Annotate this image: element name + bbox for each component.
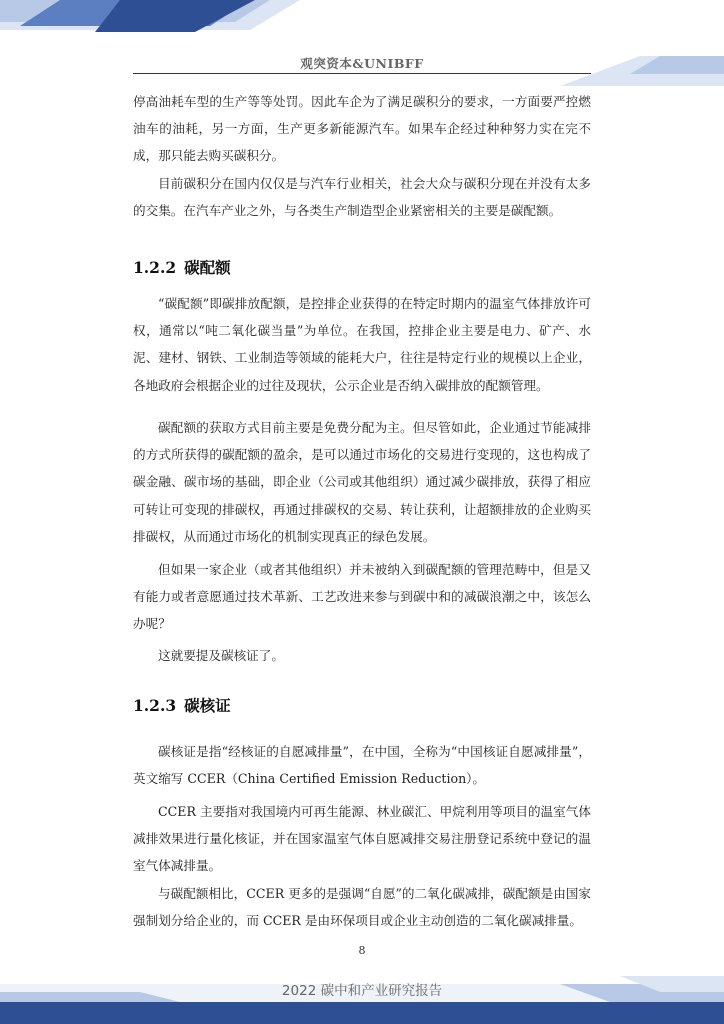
paragraph-quota-question: 但如果一家企业（或者其他组织）并未被纳入到碳配额的管理范畴中，但是又有能力或者意愿通过技术革新、工艺改进来参与到碳中和的减碳浪潮之中，该怎么办呢？	[133, 562, 591, 632]
paragraph-ccer-definition: 碳核证是指“经核证的自愿减排量”，在中国，全称为“中国核证自愿减排量”，英文缩写 CCER（China Certified Emission Reduction）。	[133, 744, 591, 787]
page-number: 8	[358, 944, 366, 957]
section-title: 碳核证	[184, 696, 231, 715]
paragraph-carbon-credits: 目前碳积分在国内仅仅是与汽车行业相关，社会大众与碳积分现在并没有太多的交集。在汽车产业之外，与各类生产制造型企业紧密相关的主要是碳配额。	[133, 176, 591, 219]
paragraph-quota-acquisition: 碳配额的获取方式目前主要是免费分配为主。但尽管如此，企业通过节能减排的方式所获得的碳配额的盈余，是可以通过市场化的交易进行变现的，这也构成了碳金融、碳市场的基础，即企业（公司或其他组织）通过减少碳排放，获得了相应可转让可变现的排碳权，再通过排碳权的交易、转让获利，让超额排放的企业购买排碳权，从而通过市场化的机制实现真正的绿色发展。	[133, 420, 591, 544]
paragraph-quota-definition: “碳配额”即碳排放配额，是控排企业获得的在特定时期内的温室气体排放许可权，通常以“吨二氧化碳当量”为单位。在我国，控排企业主要是电力、矿产、水泥、建材、钢铁、工业制造等领域的能耗大户，往往是特定行业的规模以上企业，各地政府会根据企业的过往及现状，公示企业是否纳入碳排放的配额管理。	[133, 296, 591, 393]
paragraph-ccer-comparison: 与碳配额相比，CCER 更多的是强调“自愿”的二氧化碳减排，碳配额是由国家强制划分给企业的，而 CCER 是由环保项目或企业主动创造的二氧化碳减排量。	[133, 886, 591, 929]
paragraph-continuation: 停高油耗车型的生产等等处罚。因此车企为了满足碳积分的要求，一方面要严控燃油车的油耗，另一方面，生产更多新能源汽车。如果车企经过种种努力实在完不成，那只能去购买碳积分。	[133, 94, 591, 164]
section-heading-1-2-3	[133, 694, 231, 716]
footer-band-dark	[0, 1002, 724, 1024]
header-rule	[133, 73, 591, 74]
header-title: 观突资本&UNIBFF	[300, 56, 424, 71]
paragraph-quota-transition: 这就要提及碳核证了。	[158, 648, 284, 663]
header-decoration	[0, 0, 724, 90]
footer-report-title: 2022 碳中和产业研究报告	[281, 983, 443, 999]
section-number: 1.2.3	[133, 696, 177, 715]
paragraph-ccer-scope: CCER 主要指对我国境内可再生能源、林业碳汇、甲烷利用等项目的温室气体减排效果进行量化核证，并在国家温室气体自愿减排交易注册登记系统中登记的温室气体减排量。	[133, 804, 591, 874]
section-number: 1.2.2	[133, 258, 177, 277]
section-heading-1-2-2	[133, 256, 231, 278]
section-title: 碳配额	[184, 258, 231, 277]
